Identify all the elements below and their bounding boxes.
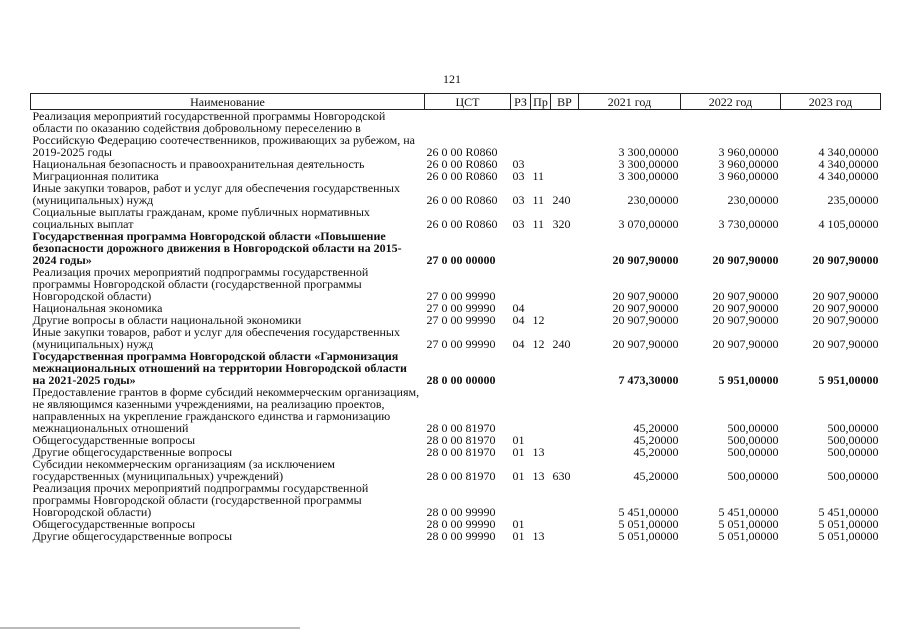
row-vr-cell bbox=[551, 314, 579, 326]
scan-edge-line bbox=[0, 627, 300, 629]
row-rz-cell: 01 bbox=[512, 445, 525, 459]
row-name-cell: Иные закупки товаров, работ и услуг для обеспечения государственных (муниципальных) нужд bbox=[32, 181, 400, 207]
row-code-cell: 27 0 00 99990 bbox=[426, 313, 496, 327]
row-code-cell: 28 0 00 99990 bbox=[426, 529, 496, 543]
row-vr-cell bbox=[551, 302, 579, 314]
row-vr-cell bbox=[551, 170, 579, 182]
row-vr-cell bbox=[551, 482, 579, 518]
row-name-cell: Реализация прочих мероприятий подпрограммы государственной программы Новгородской области (государственной программы Новгородской области) bbox=[32, 265, 369, 303]
row-pr-cell bbox=[531, 230, 551, 266]
budget-table bbox=[30, 93, 881, 542]
row-pr-cell: 13 bbox=[532, 469, 545, 483]
row-2023-cell: 4 340,00000 bbox=[818, 169, 879, 183]
row-2021-cell: 3 300,00000 bbox=[618, 157, 679, 171]
row-2022-cell: 500,00000 bbox=[727, 421, 779, 435]
row-name-cell: Реализация мероприятий государственной программы Новгородской области по оказанию содействия добровольному переселению в Российскую Федерацию соотечественников, проживающих за рубежом, на 2019-2025 годы bbox=[32, 109, 416, 159]
row-name-cell: Национальная экономика bbox=[32, 301, 163, 315]
row-2023-cell: 5 951,00000 bbox=[818, 373, 879, 387]
table-row bbox=[31, 206, 881, 230]
row-name-cell: Государственная программа Новгородской области «Гармонизация межнациональных отношений на территории Новгородской области на 2021-2025 годы» bbox=[32, 349, 407, 387]
row-vr-cell bbox=[551, 266, 579, 302]
row-name-cell: Предоставление грантов в форме субсидий некоммерческим организациям, не являющимся казенными учреждениями, на реализацию проектов, направленных на укрепление гражданского единства и гармонизацию межнациональных отношений bbox=[32, 385, 420, 435]
row-rz-cell: 04 bbox=[512, 337, 525, 351]
row-2023-cell: 20 907,90000 bbox=[812, 301, 879, 315]
row-code-cell: 28 0 00 81970 bbox=[426, 433, 496, 447]
row-name-cell: Реализация прочих мероприятий подпрограммы государственной программы Новгородской области (государственной программы Новгородской области) bbox=[32, 481, 369, 519]
row-rz-cell: 04 bbox=[512, 301, 525, 315]
row-name-cell: Социальные выплаты гражданам, кроме публичных нормативных социальных выплат bbox=[32, 205, 370, 231]
row-2021-cell: 5 451,00000 bbox=[618, 505, 679, 519]
row-vr-cell bbox=[551, 110, 579, 159]
row-code-cell: 26 0 00 R0860 bbox=[426, 157, 498, 171]
row-pr-cell bbox=[531, 110, 551, 159]
table-row bbox=[31, 530, 881, 542]
row-code-cell: 28 0 00 81970 bbox=[426, 469, 496, 483]
row-name-cell: Общегосударственные вопросы bbox=[32, 433, 196, 447]
row-code-cell: 28 0 00 99990 bbox=[426, 517, 496, 531]
table-row bbox=[31, 326, 881, 350]
row-2022-cell: 500,00000 bbox=[727, 469, 779, 483]
row-code-cell: 28 0 00 99990 bbox=[426, 505, 496, 519]
row-2021-cell: 45,20000 bbox=[633, 421, 679, 435]
row-code-cell: 27 0 00 00000 bbox=[426, 253, 496, 267]
table-row bbox=[31, 182, 881, 206]
row-2021-cell: 7 473,30000 bbox=[618, 373, 679, 387]
header-2023: 2023 год bbox=[781, 94, 881, 110]
row-code-cell: 28 0 00 00000 bbox=[426, 373, 496, 387]
row-vr-cell: 240 bbox=[552, 337, 571, 351]
row-code-cell: 27 0 00 99990 bbox=[426, 337, 496, 351]
header-2021: 2021 год bbox=[579, 94, 681, 110]
table-header-row bbox=[31, 94, 881, 110]
row-pr-cell bbox=[531, 482, 551, 518]
row-2021-cell: 3 300,00000 bbox=[618, 145, 679, 159]
table-row bbox=[31, 266, 881, 302]
row-2022-cell: 500,00000 bbox=[727, 433, 779, 447]
row-pr-cell bbox=[531, 386, 551, 434]
row-2023-cell: 20 907,90000 bbox=[812, 337, 879, 351]
row-2023-cell: 20 907,90000 bbox=[812, 289, 879, 303]
row-name-cell: Миграционная политика bbox=[32, 169, 159, 183]
row-vr-cell: 320 bbox=[552, 217, 571, 231]
row-code-cell: 27 0 00 99990 bbox=[426, 301, 496, 315]
row-2021-cell: 5 051,00000 bbox=[618, 517, 679, 531]
row-code-cell: 28 0 00 81970 bbox=[426, 445, 496, 459]
row-rz-cell bbox=[511, 482, 531, 518]
row-pr-cell: 11 bbox=[532, 193, 545, 207]
row-2023-cell: 4 105,00000 bbox=[818, 217, 879, 231]
row-vr-cell bbox=[551, 230, 579, 266]
row-rz-cell: 03 bbox=[512, 157, 525, 171]
row-vr-cell: 630 bbox=[552, 469, 571, 483]
row-rz-cell: 03 bbox=[512, 217, 525, 231]
row-rz-cell: 04 bbox=[512, 313, 525, 327]
row-2023-cell: 20 907,90000 bbox=[812, 313, 879, 327]
row-name-cell: Другие общегосударственные вопросы bbox=[32, 529, 233, 543]
row-2022-cell: 20 907,90000 bbox=[712, 337, 779, 351]
row-2022-cell: 5 051,00000 bbox=[718, 529, 779, 543]
row-rz-cell bbox=[511, 266, 531, 302]
row-2021-cell: 20 907,90000 bbox=[612, 289, 679, 303]
row-2021-cell: 20 907,90000 bbox=[612, 313, 679, 327]
row-pr-cell bbox=[531, 350, 551, 386]
row-2022-cell: 20 907,90000 bbox=[712, 289, 779, 303]
page-number: 121 bbox=[443, 72, 461, 86]
table-row bbox=[31, 350, 881, 386]
row-pr-cell: 13 bbox=[532, 529, 545, 543]
row-rz-cell bbox=[511, 386, 531, 434]
row-code-cell: 28 0 00 81970 bbox=[426, 421, 496, 435]
header-vr: ВР bbox=[551, 94, 579, 110]
row-2023-cell: 235,00000 bbox=[827, 193, 879, 207]
row-rz-cell bbox=[511, 350, 531, 386]
row-vr-cell bbox=[551, 518, 579, 530]
row-2022-cell: 230,00000 bbox=[727, 193, 779, 207]
row-2022-cell: 20 907,90000 bbox=[712, 253, 779, 267]
row-vr-cell bbox=[551, 350, 579, 386]
row-2022-cell: 5 451,00000 bbox=[718, 505, 779, 519]
row-name-cell: Государственная программа Новгородской области «Повышение безопасности дорожного движения в Новгородской области на 2015-2024 годы» bbox=[32, 229, 402, 267]
row-2021-cell: 5 051,00000 bbox=[618, 529, 679, 543]
row-vr-cell: 240 bbox=[552, 193, 571, 207]
row-2022-cell: 3 730,00000 bbox=[718, 217, 779, 231]
row-name-cell: Другие вопросы в области национальной экономики bbox=[32, 313, 302, 327]
row-2022-cell: 3 960,00000 bbox=[718, 157, 779, 171]
row-2023-cell: 4 340,00000 bbox=[818, 157, 879, 171]
row-2021-cell: 3 070,00000 bbox=[618, 217, 679, 231]
row-2021-cell: 20 907,90000 bbox=[612, 253, 679, 267]
row-2021-cell: 230,00000 bbox=[627, 193, 679, 207]
row-2022-cell: 5 051,00000 bbox=[718, 517, 779, 531]
row-name-cell: Субсидии некоммерческим организациям (за исключением государственных (муниципальных) учреждений) bbox=[32, 457, 336, 483]
row-vr-cell bbox=[551, 446, 579, 458]
header-pr: Пр bbox=[531, 94, 551, 110]
row-pr-cell: 12 bbox=[532, 337, 545, 351]
row-2023-cell: 500,00000 bbox=[827, 433, 879, 447]
row-name-cell: Национальная безопасность и правоохранительная деятельность bbox=[32, 157, 365, 171]
table-row bbox=[31, 458, 881, 482]
row-pr-cell: 11 bbox=[532, 217, 545, 231]
row-2023-cell: 500,00000 bbox=[827, 445, 879, 459]
row-2021-cell: 45,20000 bbox=[633, 445, 679, 459]
header-name: Наименование bbox=[31, 94, 425, 110]
row-2023-cell: 4 340,00000 bbox=[818, 145, 879, 159]
row-2023-cell: 20 907,90000 bbox=[812, 253, 879, 267]
row-code-cell: 27 0 00 99990 bbox=[426, 289, 496, 303]
row-rz-cell bbox=[511, 110, 531, 159]
row-2021-cell: 45,20000 bbox=[633, 469, 679, 483]
row-pr-cell: 13 bbox=[532, 445, 545, 459]
row-2022-cell: 20 907,90000 bbox=[712, 301, 779, 315]
row-code-cell: 26 0 00 R0860 bbox=[426, 145, 498, 159]
row-rz-cell: 03 bbox=[512, 193, 525, 207]
row-name-cell: Иные закупки товаров, работ и услуг для обеспечения государственных (муниципальных) нужд bbox=[32, 325, 400, 351]
row-2021-cell: 20 907,90000 bbox=[612, 337, 679, 351]
row-rz-cell: 01 bbox=[512, 529, 525, 543]
row-pr-cell bbox=[531, 266, 551, 302]
row-2021-cell: 3 300,00000 bbox=[618, 169, 679, 183]
row-name-cell: Общегосударственные вопросы bbox=[32, 517, 196, 531]
table-row bbox=[31, 482, 881, 518]
row-2023-cell: 5 051,00000 bbox=[818, 517, 879, 531]
table-row bbox=[31, 230, 881, 266]
table-row bbox=[31, 386, 881, 434]
row-2023-cell: 5 451,00000 bbox=[818, 505, 879, 519]
row-2022-cell: 3 960,00000 bbox=[718, 169, 779, 183]
row-2023-cell: 5 051,00000 bbox=[818, 529, 879, 543]
row-rz-cell: 01 bbox=[512, 469, 525, 483]
header-code: ЦСТ bbox=[425, 94, 511, 110]
row-pr-cell: 11 bbox=[532, 169, 545, 183]
row-code-cell: 26 0 00 R0860 bbox=[426, 169, 498, 183]
row-vr-cell bbox=[551, 386, 579, 434]
row-name-cell: Другие общегосударственные вопросы bbox=[32, 445, 233, 459]
row-rz-cell: 01 bbox=[512, 517, 525, 531]
table-row bbox=[31, 110, 881, 159]
row-2022-cell: 500,00000 bbox=[727, 445, 779, 459]
row-code-cell: 26 0 00 R0860 bbox=[426, 193, 498, 207]
row-2022-cell: 5 951,00000 bbox=[718, 373, 779, 387]
row-rz-cell: 03 bbox=[512, 169, 525, 183]
row-2021-cell: 20 907,90000 bbox=[612, 301, 679, 315]
header-rz: РЗ bbox=[511, 94, 531, 110]
row-rz-cell bbox=[511, 230, 531, 266]
row-rz-cell: 01 bbox=[512, 433, 525, 447]
row-vr-cell bbox=[551, 158, 579, 170]
row-code-cell: 26 0 00 R0860 bbox=[426, 217, 498, 231]
row-2021-cell: 45,20000 bbox=[633, 433, 679, 447]
header-2022: 2022 год bbox=[681, 94, 781, 110]
table-body bbox=[31, 110, 881, 543]
row-2023-cell: 500,00000 bbox=[827, 421, 879, 435]
row-pr-cell: 12 bbox=[532, 313, 545, 327]
row-2022-cell: 3 960,00000 bbox=[718, 145, 779, 159]
row-vr-cell bbox=[551, 434, 579, 446]
row-vr-cell bbox=[551, 530, 579, 542]
row-2023-cell: 500,00000 bbox=[827, 469, 879, 483]
row-2022-cell: 20 907,90000 bbox=[712, 313, 779, 327]
